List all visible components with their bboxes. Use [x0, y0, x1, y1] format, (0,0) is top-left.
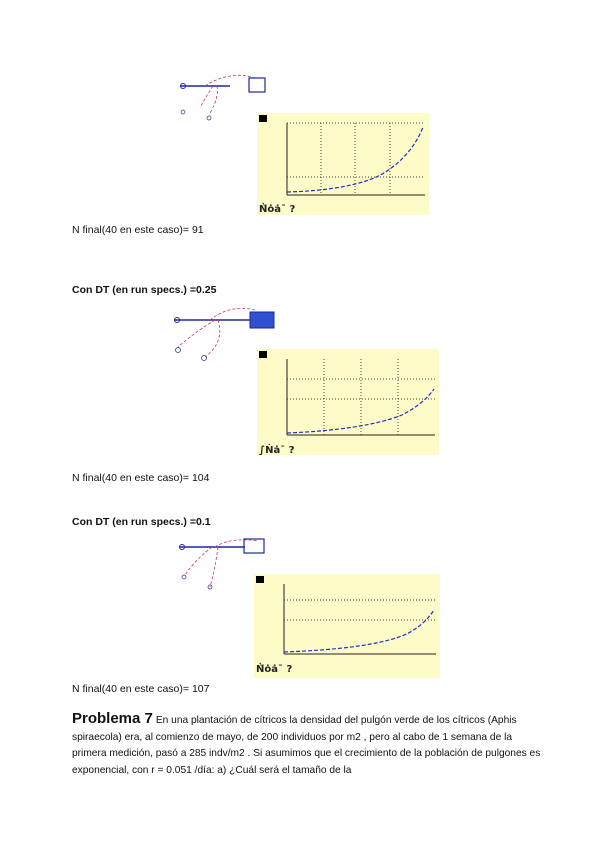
problem-paragraph [72, 711, 542, 779]
graph-footer: Ṅ̈ȯȧ¯ ? [259, 204, 296, 215]
problem-text: En una plantación de cítricos la densidad del pulgón verde de los cítricos (Aphis spiraecola) era, al comienzo de mayo, de 200 individuos por m2 , pero al cabo de 1 semana de la primera medición, pasó a 285 indv/m2 . Si asumimos que el crecimiento de la población de pulgones es exponencial, con r = 0.051 /día: a) ¿Cuál será el tamaño de la [72, 715, 541, 776]
section-heading-3: Con DT (en run specs.) =0.1 [72, 516, 211, 528]
result-line-3: N final(40 en este caso)= 107 [72, 683, 210, 695]
graph-window-2 [257, 349, 439, 455]
result-line-1: N final(40 en este caso)= 91 [72, 224, 204, 236]
graph-window-3 [254, 574, 440, 678]
section-heading-2: Con DT (en run specs.) =0.25 [72, 284, 217, 296]
graph-footer: Ṅ̈ȯȧ¯ ? [256, 664, 293, 675]
result-line-2: N final(40 en este caso)= 104 [72, 472, 210, 484]
graph-footer: ∫Ṅȧ¯ ? [259, 445, 295, 455]
graph-window-1 [257, 113, 429, 215]
problem-title: Problema 7 [72, 710, 153, 727]
